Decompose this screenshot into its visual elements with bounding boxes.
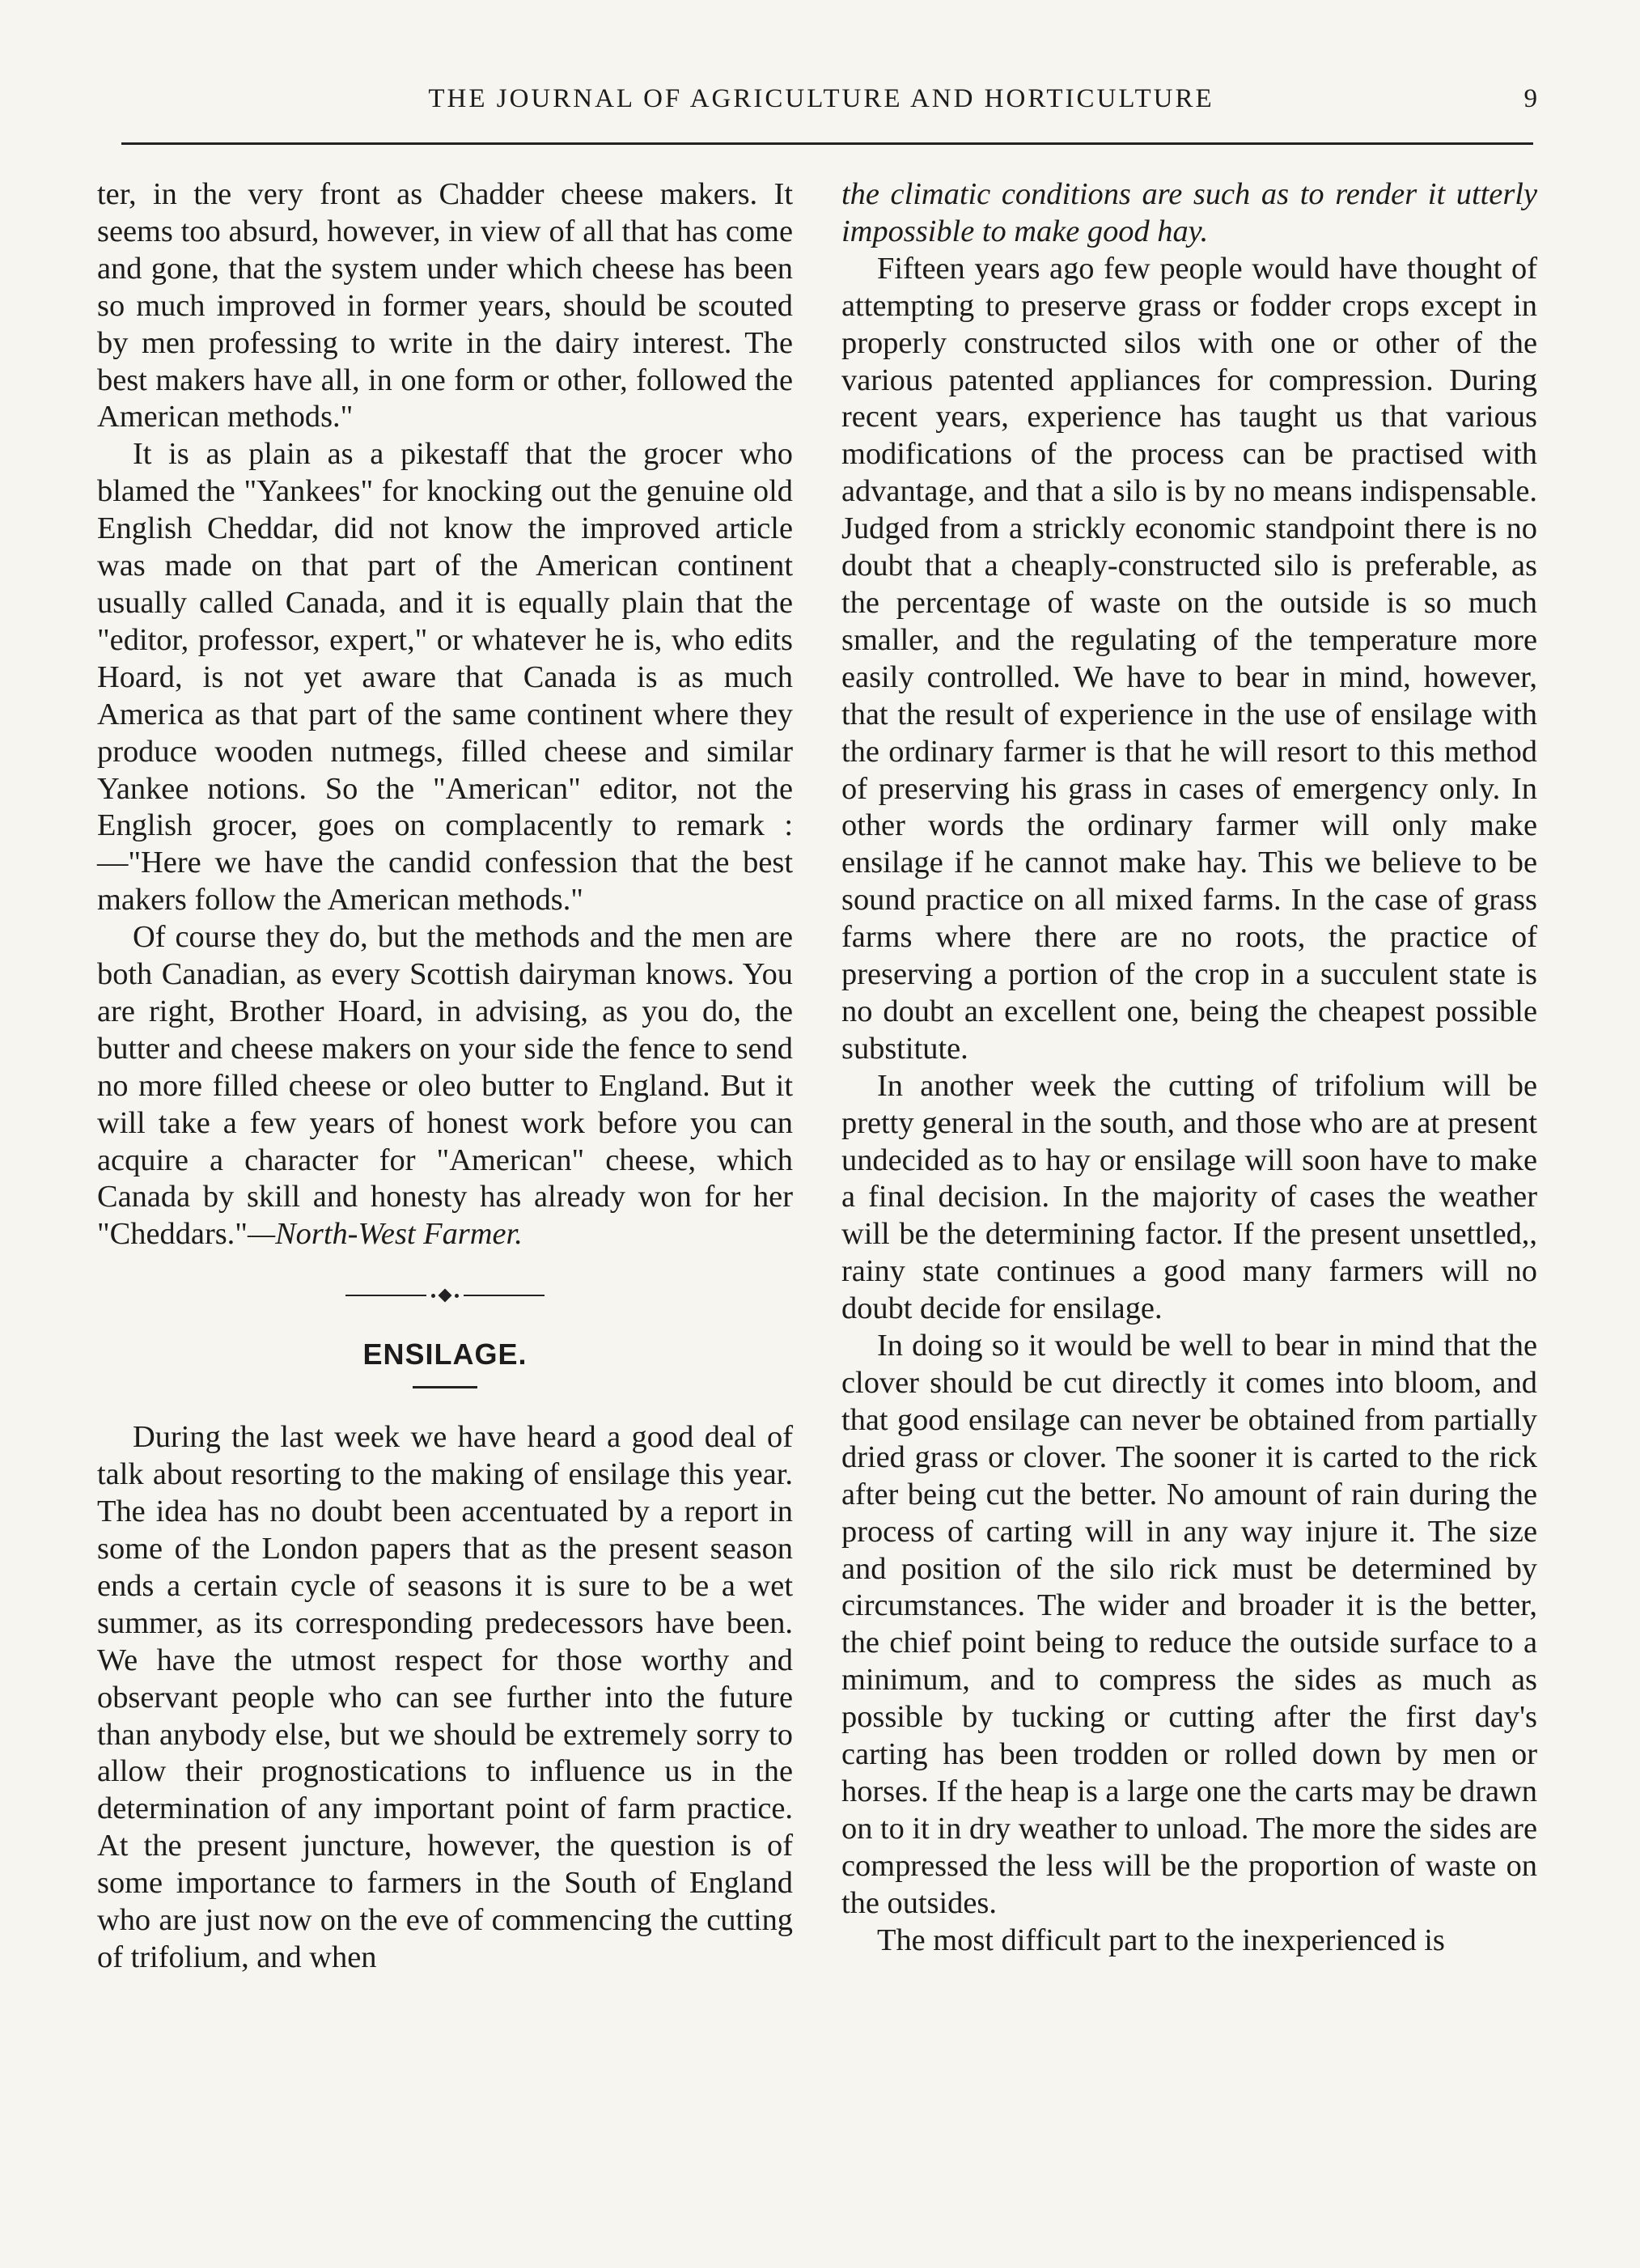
paragraph: the climatic conditions are such as to render it utterly impossible to make good hay.	[841, 177, 1537, 248]
page-number: 9	[1523, 84, 1537, 113]
title-rule	[413, 1386, 477, 1388]
left-column	[97, 176, 793, 1977]
header-rule	[121, 142, 1533, 145]
paragraph-text: Of course they do, but the methods and the men are both Canadian, as every Scottish dairyman knows. You are right, Brother Hoard, in advising, as you do, the butter and cheese makers on your side the fence to send no more filled cheese or oleo butter to England. But it will take a few years of honest work before you can acquire a character for "American" cheese, which Canada by skill and honesty has already won for her "Cheddars."	[97, 920, 793, 1252]
paragraph: During the last week we have heard a good deal of talk about resorting to the making of ensilage this year. The idea has no doubt been accentuated by a report in some of the London papers that as the present season ends a certain cycle of seasons it is sure to be a wet summer, as its corresponding predecessors have been. We have the utmost respect for those worthy and observant people who can see further into the future than anybody else, but we should be extremely sorry to allow their prognostications to influence us in the determination of any important point of farm practice. At the present juncture, however, the question is of some importance to farmers in the South of England who are just now on the eve of commencing the cutting of trifolium, and when	[97, 1420, 793, 1974]
paragraph: In another week the cutting of trifolium will be pretty general in the south, and those who are at present undecided as to hay or ensilage will soon have to make a final decision. In the majority of cases the weather will be the determining factor. If the present unsettled,, rainy state continues a good many farmers will no doubt decide for ensilage.	[841, 1068, 1537, 1326]
paragraph: ter, in the very front as Chadder cheese makers. It seems too absurd, however, in view of all that has come and gone, that the system under which cheese has been so much improved in former years, should be scouted by men professing to write in the dairy interest. The best makers have all, in one form or other, followed the American methods."	[97, 177, 793, 435]
paragraph: In doing so it would be well to bear in mind that the clover should be cut directly it comes into bloom, and that good ensilage can never be obtained from partially dried grass or clover. The sooner it is carted to the rick after being cut the better. No amount of rain during the process of carting will in any way injure it. The size and position of the silo rick must be determined by circumstances. The wider and broader it is the better, the chief point being to reduce the outside surface to a minimum, and to compress the sides as much as possible by tucking or cutting after the first day's carting has been trodden or rolled down by men or horses. If the heap is a large one the carts may be drawn on to it in dry weather to unload. The more the sides are compressed the less will be the proportion of waste on the outsides.	[841, 1329, 1537, 1920]
paragraph	[97, 919, 793, 1253]
paragraph: It is as plain as a pikestaff that the grocer who blamed the "Yankees" for knocking out the genuine old English Cheddar, did not know the improved article was made on that part of the American continent usually called Canada, and it is equally plain that the "editor, professor, expert," or whatever he is, who edits Hoard, is not yet aware that Canada is as much America as that part of the same continent where they produce wooden nutmegs, filled cheese and similar Yankee notions. So the "American" editor, not the English grocer, goes on complacently to remark : —"Here we have the candid confession that the best makers follow the American methods."	[97, 437, 793, 918]
page-header	[105, 84, 1537, 133]
right-column	[841, 176, 1537, 1960]
section-title: ENSILAGE.	[362, 1337, 528, 1371]
paragraph: Fifteen years ago few people would have thought of attempting to preserve grass or fodder crops except in properly constructed silos with one or other of the various patented appliances for compression. During recent years, experience has taught us that various modifications of the process can be practised with advantage, and that a silo is by no means indispensable. Judged from a strickly economic standpoint there is no doubt that a cheaply-constructed silo is preferable, as the percentage of waste on the outside is so much smaller, and the regulating of the temperature more easily controlled. We have to bear in mind, however, that the result of experience in the use of ensilage with the ordinary farmer is that he will resort to this method of preserving his grass in cases of emergency only. In other words the ordinary farmer will only make ensilage if he cannot make hay. This we believe to be sound practice on all mixed farms. In the case of grass farms where there are no roots, the practice of preserving a portion of the crop in a succulent state is no doubt an excellent one, being the cheapest possible substitute.	[841, 251, 1537, 1066]
running-head: THE JOURNAL OF AGRICULTURE AND HORTICULTURE	[428, 84, 1214, 113]
source-credit: —North-West Farmer.	[247, 1217, 523, 1252]
section-ornament	[97, 1265, 793, 1326]
paragraph: The most difficult part to the inexperienced is	[877, 1923, 1445, 1957]
